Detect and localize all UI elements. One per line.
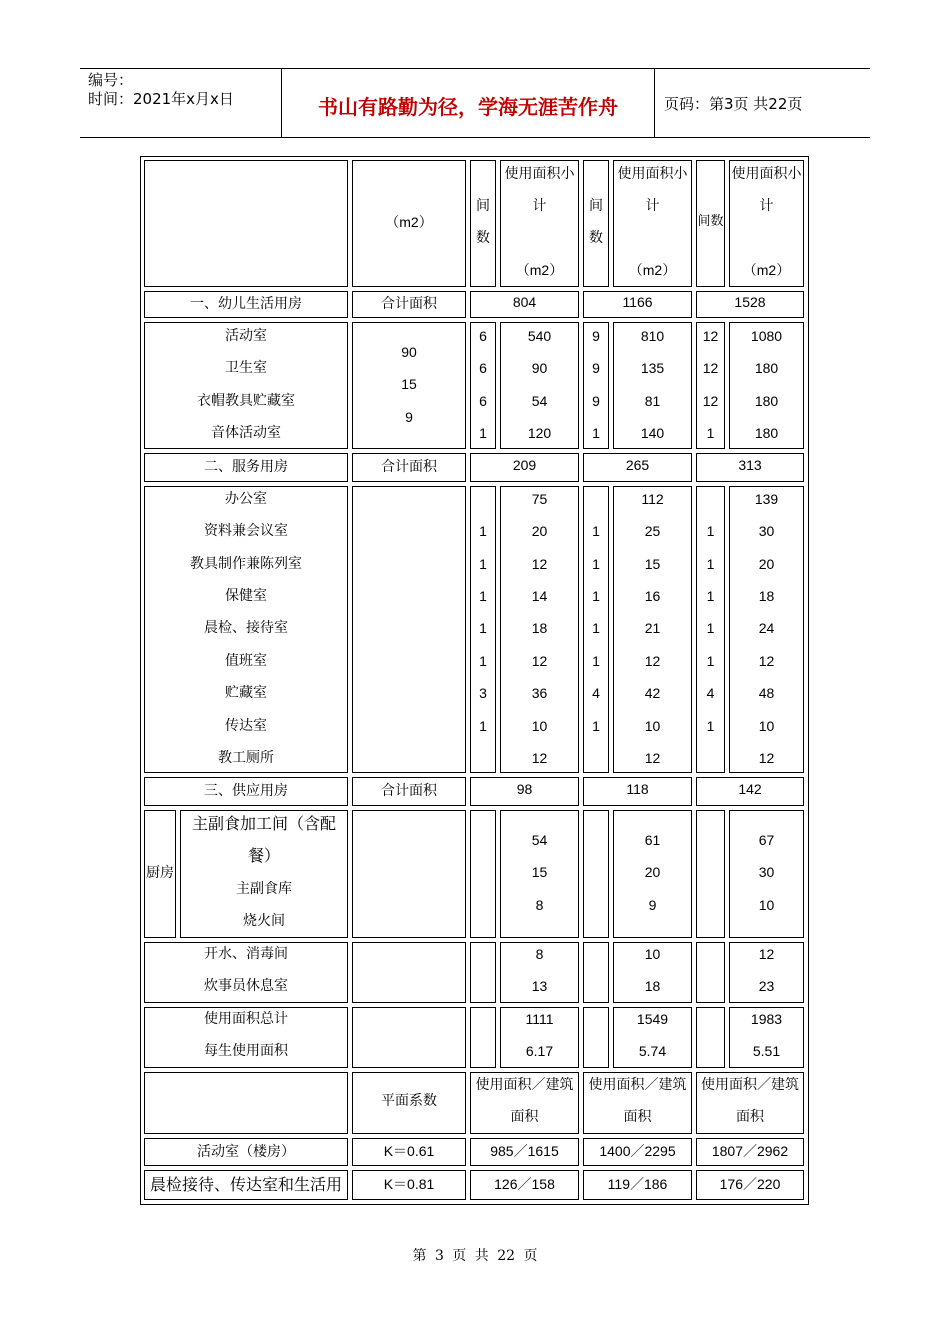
unit-header: （m2） <box>385 213 433 230</box>
coeff-ratio-value: 176／220 <box>719 1175 781 1192</box>
rooms-header: 间数 <box>697 213 724 229</box>
doc-date-label: 时间：2021年x月x日 <box>88 90 234 108</box>
area-subtotal: 90 <box>531 360 548 377</box>
room-count: 1 <box>479 555 487 572</box>
area-subtotal: 54 <box>531 831 548 848</box>
area-subtotal: 10 <box>758 896 775 913</box>
area-subtotal: 21 <box>644 620 661 637</box>
area-subtotal: 20 <box>644 864 661 881</box>
room-count: 1 <box>592 620 600 637</box>
room-name: 保健室 <box>225 588 267 604</box>
rooms-header: 间数 <box>589 198 603 247</box>
room-name: 活动室 <box>225 327 267 344</box>
area-subtotal: 13 <box>531 978 548 995</box>
room-count: 1 <box>479 717 487 734</box>
room-name: 晨检、接待室 <box>204 620 288 637</box>
room-count: 6 <box>479 392 487 409</box>
total-value: 142 <box>738 781 762 798</box>
area-subtotal: 180 <box>754 360 779 377</box>
summary-value: 1549 <box>636 1010 669 1027</box>
room-count: 1 <box>479 588 487 604</box>
coeff-ratio-value: 119／186 <box>607 1175 668 1192</box>
total-value: 1528 <box>734 294 766 311</box>
area-subtotal-header: 使用面积小计 <box>731 166 802 215</box>
area-subtotal: 8 <box>535 896 544 913</box>
room-count: 1 <box>592 588 600 604</box>
coeff-k-value: K＝0.61 <box>383 1142 435 1159</box>
ratio-header: 使用面积／建筑 <box>475 1076 574 1093</box>
per-room-area: 15 <box>401 376 417 393</box>
total-value: 118 <box>626 781 649 798</box>
room-count: 1 <box>592 717 600 734</box>
summary-value: 5.51 <box>752 1043 781 1060</box>
area-subtotal: 20 <box>531 523 548 540</box>
header-divider <box>654 69 655 137</box>
area-subtotal: 18 <box>758 588 775 604</box>
area-subtotal: 1080 <box>750 327 783 344</box>
room-name: 卫生室 <box>225 360 267 377</box>
coeff-ratio-value: 126／158 <box>494 1175 555 1192</box>
area-subtotal: 120 <box>527 425 552 441</box>
area-subtotal: 12 <box>531 555 548 572</box>
area-subtotal: 61 <box>644 831 661 848</box>
doc-code-label: 编号： <box>88 71 134 89</box>
area-subtotal: 12 <box>531 652 548 669</box>
total-label: 合计面积 <box>381 459 437 476</box>
area-subtotal: 10 <box>644 717 661 734</box>
room-count: 1 <box>706 523 715 540</box>
room-count: 9 <box>592 392 600 409</box>
area-subtotal: 23 <box>758 978 775 995</box>
room-name: 资料兼会议室 <box>204 523 288 540</box>
total-value: 804 <box>512 294 537 311</box>
area-subtotal: 12 <box>644 750 661 766</box>
page-footer: 第 3 页 共 22 页 <box>412 1248 538 1264</box>
room-count: 1 <box>706 555 715 572</box>
room-name: 音体活动室 <box>211 425 281 441</box>
header-motto: 书山有路勤为径，学海无涯苦作舟 <box>318 95 618 119</box>
room-count: 1 <box>706 425 715 441</box>
kitchen-room-name: 主副食库 <box>236 880 292 897</box>
room-count: 1 <box>592 523 600 540</box>
room-count: 1 <box>479 652 487 669</box>
area-unit-header: （m2） <box>628 261 677 278</box>
per-room-area: 9 <box>405 408 413 425</box>
room-name: 教具制作兼陈列室 <box>190 555 302 572</box>
summary-name: 使用面积总计 <box>204 1010 288 1027</box>
header-page-number: 页码：第3页 共22页 <box>664 95 803 113</box>
area-subtotal: 16 <box>644 588 661 604</box>
area-subtotal: 12 <box>644 652 661 669</box>
area-subtotal: 139 <box>754 490 779 507</box>
room-count: 12 <box>702 360 719 377</box>
room-count: 1 <box>706 717 715 734</box>
ratio-header: 面积 <box>510 1108 539 1125</box>
area-unit-header: （m2） <box>742 261 791 278</box>
ratio-header: 面积 <box>736 1108 764 1125</box>
total-value: 1166 <box>622 294 653 311</box>
kitchen-room-name: 烧火间 <box>243 913 285 929</box>
room-name: 办公室 <box>225 490 267 507</box>
summary-value: 1983 <box>750 1010 783 1027</box>
kitchen-room-name: 餐） <box>247 846 280 866</box>
area-subtotal: 12 <box>531 750 548 766</box>
area-subtotal: 25 <box>644 523 661 540</box>
coeff-ratio-value: 1807／2962 <box>711 1142 789 1159</box>
area-subtotal: 30 <box>758 523 775 540</box>
room-count: 1 <box>479 523 487 540</box>
coeff-ratio-value: 985／1615 <box>490 1142 559 1159</box>
coeff-header-label: 平面系数 <box>381 1092 437 1109</box>
room-count: 1 <box>706 588 715 604</box>
area-subtotal: 810 <box>640 327 665 344</box>
ratio-header: 使用面积／建筑 <box>588 1076 687 1093</box>
area-subtotal: 15 <box>644 555 661 572</box>
summary-name: 每生使用面积 <box>204 1043 288 1060</box>
area-subtotal: 12 <box>758 945 775 962</box>
total-label: 合计面积 <box>381 783 437 800</box>
coeff-row-name: 晨检接待、传达室和生活用 <box>149 1174 342 1194</box>
room-count: 1 <box>479 425 487 441</box>
area-subtotal: 540 <box>527 327 552 344</box>
area-subtotal: 81 <box>644 392 661 409</box>
area-subtotal: 135 <box>640 360 665 377</box>
area-subtotal: 20 <box>758 555 775 572</box>
area-unit-header: （m2） <box>515 261 564 278</box>
area-subtotal: 30 <box>758 864 775 881</box>
kitchen-label: 厨房 <box>146 864 174 881</box>
area-subtotal: 112 <box>641 490 664 507</box>
area-subtotal: 10 <box>644 945 661 962</box>
summary-value: 6.17 <box>525 1043 554 1060</box>
room-count: 12 <box>702 327 719 344</box>
ratio-header: 面积 <box>623 1108 652 1125</box>
area-subtotal: 180 <box>754 392 779 409</box>
area-subtotal: 67 <box>758 831 775 848</box>
total-value: 265 <box>625 457 650 474</box>
room-count: 1 <box>706 620 715 637</box>
area-subtotal: 9 <box>648 896 657 913</box>
room-count: 1 <box>706 652 715 669</box>
area-subtotal: 18 <box>531 620 548 637</box>
area-subtotal: 48 <box>758 685 775 702</box>
kitchen-room-name: 主副食加工间（含配 <box>191 813 336 833</box>
room-name: 贮藏室 <box>225 685 267 702</box>
room-count: 1 <box>592 425 600 441</box>
area-subtotal: 10 <box>531 717 548 734</box>
room-count: 6 <box>479 327 487 344</box>
area-subtotal: 54 <box>531 392 548 409</box>
area-subtotal: 18 <box>644 978 661 995</box>
room-count: 4 <box>592 685 600 702</box>
total-value: 209 <box>512 457 537 474</box>
area-subtotal: 10 <box>758 717 775 734</box>
room-name: 教工厕所 <box>218 750 274 766</box>
summary-value: 1111 <box>525 1010 554 1027</box>
room-name: 开水、消毒间 <box>204 945 288 962</box>
area-subtotal-header: 使用面积小计 <box>504 166 575 215</box>
area-subtotal: 180 <box>754 425 779 441</box>
total-value: 98 <box>516 781 533 798</box>
page-header <box>80 68 870 138</box>
room-count: 12 <box>702 392 719 409</box>
section-title: 一、幼儿生活用房 <box>190 296 302 313</box>
room-name: 传达室 <box>225 717 267 734</box>
rooms-header: 间数 <box>476 198 490 247</box>
room-count: 9 <box>592 360 600 377</box>
area-subtotal: 14 <box>531 588 548 604</box>
room-count: 1 <box>592 555 600 572</box>
room-count: 1 <box>479 620 487 637</box>
area-subtotal: 12 <box>758 750 775 766</box>
room-name: 值班室 <box>225 652 267 669</box>
section-title: 三、供应用房 <box>204 783 288 800</box>
coeff-ratio-value: 1400／2295 <box>599 1142 676 1159</box>
area-subtotal: 42 <box>644 685 661 702</box>
room-count: 9 <box>592 327 600 344</box>
area-subtotal: 15 <box>531 864 548 881</box>
room-name: 衣帽教具贮藏室 <box>197 392 295 409</box>
area-subtotal: 75 <box>531 490 548 507</box>
ratio-header: 使用面积／建筑 <box>701 1076 799 1093</box>
area-subtotal-header: 使用面积小计 <box>617 166 688 215</box>
coeff-row-name: 活动室（楼房） <box>197 1143 295 1160</box>
room-count: 1 <box>592 652 600 669</box>
section-title: 二、服务用房 <box>204 459 288 476</box>
area-subtotal: 24 <box>758 620 775 637</box>
room-count: 6 <box>479 360 487 377</box>
area-subtotal: 140 <box>640 425 665 441</box>
room-name: 炊事员休息室 <box>204 978 288 995</box>
per-room-area: 90 <box>401 343 417 360</box>
room-count: 4 <box>706 685 715 702</box>
total-value: 313 <box>738 457 762 474</box>
coeff-k-value: K＝0.81 <box>383 1175 435 1192</box>
room-count: 3 <box>479 685 487 702</box>
total-label: 合计面积 <box>381 296 437 313</box>
header-meta <box>88 71 234 109</box>
area-subtotal: 12 <box>758 652 775 669</box>
area-subtotal: 36 <box>531 685 548 702</box>
area-subtotal: 8 <box>535 945 544 962</box>
summary-value: 5.74 <box>638 1043 667 1060</box>
